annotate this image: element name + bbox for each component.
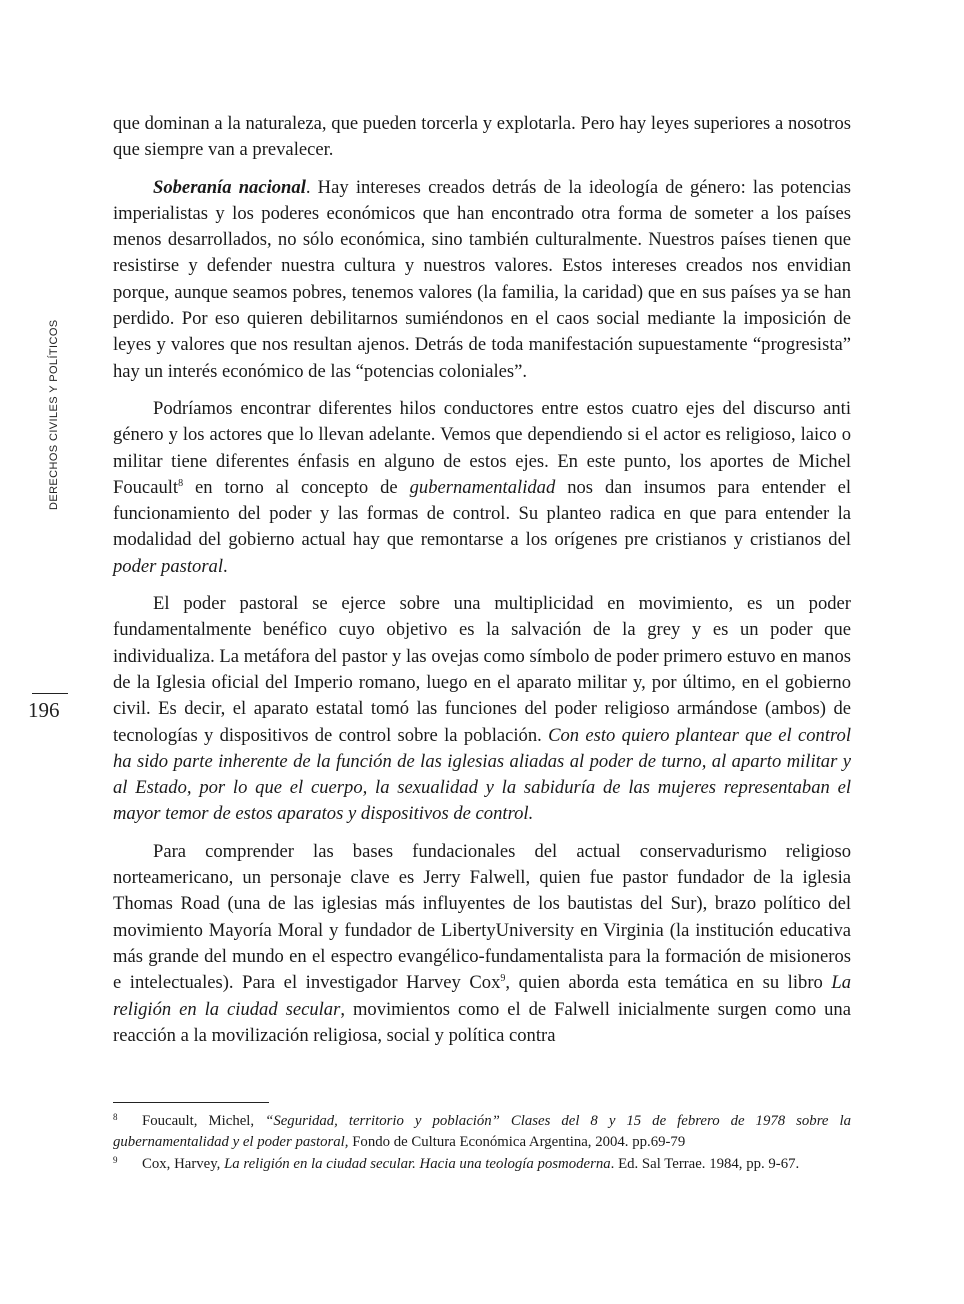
bold-italic-lead: Soberanía nacional (153, 176, 306, 198)
footnote-author: Foucault, Michel, (142, 1113, 266, 1129)
paragraph-2-text: . Hay intereses creados detrás de la ideología de género: las potencias imperialistas y los poderes económicos que han encontrado otra forma de someter a los países menos desarrollados, no sólo económica, sino también culturalmente. Nuestros países tienen que resistirse y defender nuestra cultura y nuestros valores. Estos intereses creados nos envidian porque, aunque seamos pobres, tenemos valores (la familia, la caridad) que en sus países ya se han perdido. Por eso quieren debilitarnos sumiéndonos en el caos social mediante la imposición de leyes y valores que nos resultan ajenos. Detrás de toda manifestación supuestamente “progresista” hay un interés económico de las “potencias coloniales”. (113, 176, 851, 382)
paragraph-4-italic: Con esto quiero plantear que el control ha sido parte inherente de la función de las iglesias aliadas al poder de turno, al aparto militar y al Estado, por lo que el cuerpo, la sexualidad y la sabiduría de las mujeres representaban el mayor temor de estos aparatos y dispositivos de control. (113, 724, 851, 825)
footnotes (113, 1111, 851, 1177)
paragraph-3-text-c: nos dan insumos para entender el funcionamiento del poder y las formas de control. Su planteo radica en que para entender la modalidad del gobierno actual hay que remontarse a los orígenes pre cristianos y cristianos del (113, 476, 851, 551)
page-number: 196 (28, 698, 60, 722)
paragraph-3-text-d: . (223, 555, 228, 577)
footnote-ref-9[interactable]: 9 (500, 973, 506, 985)
paragraph-4 (113, 591, 851, 828)
paragraph-5-text-c: , movimientos como el de Falwell inicialmente surgen como una reacción a la movilización religiosa, social y política contra (113, 998, 851, 1046)
paragraph-4-text: El poder pastoral se ejerce sobre una multiplicidad en movimiento, es un poder fundamentalmente benéfico cuyo objetivo es la salvación de la grey y es un poder que individualiza. La metáfora del pastor y las ovejas como símbolo de poder primero estuvo en manos de la Iglesia oficial del Imperio romano, luego en el aparato militar y, por último, en el gobierno civil. Es decir, el aparato estatal tomó las funciones del poder religioso armándose (ambos) de tecnologías y dispositivos de control sobre la población. (113, 593, 851, 746)
paragraph-5-text-a: Para comprender las bases fundacionales del actual conservadurismo religioso norteamericano, un personaje clave es Jerry Falwell, quien fue pastor fundador de la iglesia Thomas Road (una de las iglesias más influyentes de los bautistas del Sur), brazo político del movimiento Mayoría Moral y fundador de LibertyUniversity en Virginia (la institución educativa más grande del mundo en el espectro evangélico-fundamentalista para la formación de misioneros e intelectuales). Para el investigador Harvey Cox (113, 840, 851, 994)
body-text (113, 111, 851, 1060)
footnote-author: Cox, Harvey, (142, 1156, 225, 1172)
section-title: DERECHOS CIVILES Y POLÍTICOS (48, 319, 60, 510)
paragraph-3 (113, 396, 851, 580)
paragraph-3-text-b: en torno al concepto de (183, 476, 410, 498)
footnote-ref-8[interactable]: 8 (178, 477, 184, 489)
footnote-title: “Seguridad, territorio y población” Clases del 8 y 15 de febrero de 1978 sobre la gubernamentalidad y el poder pastoral, (113, 1113, 851, 1150)
footnote-9: 9 Cox, Harvey, La religión en la ciudad secular. Hacia una teología posmoderna. Ed. Sal Terrae. 1984, pp. 9-67. (113, 1155, 800, 1172)
footnote-8: 8 Foucault, Michel, “Seguridad, territorio y población” Clases del 8 y 15 de febrero de 1978 sobre la gubernamentalidad y el poder pastoral, Fondo de Cultura Económica Argentina, 2004. pp.69-79 (113, 1112, 851, 1150)
italic-term-poder-pastoral: poder pastoral (113, 555, 224, 577)
italic-term-gubernamentalidad: gubernamentalidad (409, 476, 556, 498)
footnote-publisher: . Ed. Sal Terrae. 1984, pp. 9-67. (610, 1156, 800, 1172)
footnote-rule (113, 1102, 269, 1103)
paragraph-1: que dominan a la naturaleza, que pueden torcerla y explotarla. Pero hay leyes superiores a nosotros que siempre van a prevalecer. (113, 113, 851, 161)
paragraph-3-text-a: Podríamos encontrar diferentes hilos conductores entre estos cuatro ejes del discurso anti género y los actores que lo llevan adelante. Vemos que dependiendo si el actor es religioso, laico o militar tiene diferentes énfasis en alguno de estos ejes. En este punto, los aportes de Michel Foucault (113, 397, 851, 498)
footnote-title: La religión en la ciudad secular. Hacia una teología posmoderna (224, 1156, 611, 1172)
paragraph-5 (113, 839, 851, 1049)
paragraph-5-text-b: , quien aborda esta temática en su libro (505, 972, 832, 994)
italic-book-title: La religión en la ciudad secular (113, 972, 851, 1020)
page-number-rule (32, 693, 68, 694)
footnote-publisher: Fondo de Cultura Económica Argentina, 2004. pp.69-79 (348, 1133, 686, 1150)
paragraph-2 (113, 175, 851, 385)
